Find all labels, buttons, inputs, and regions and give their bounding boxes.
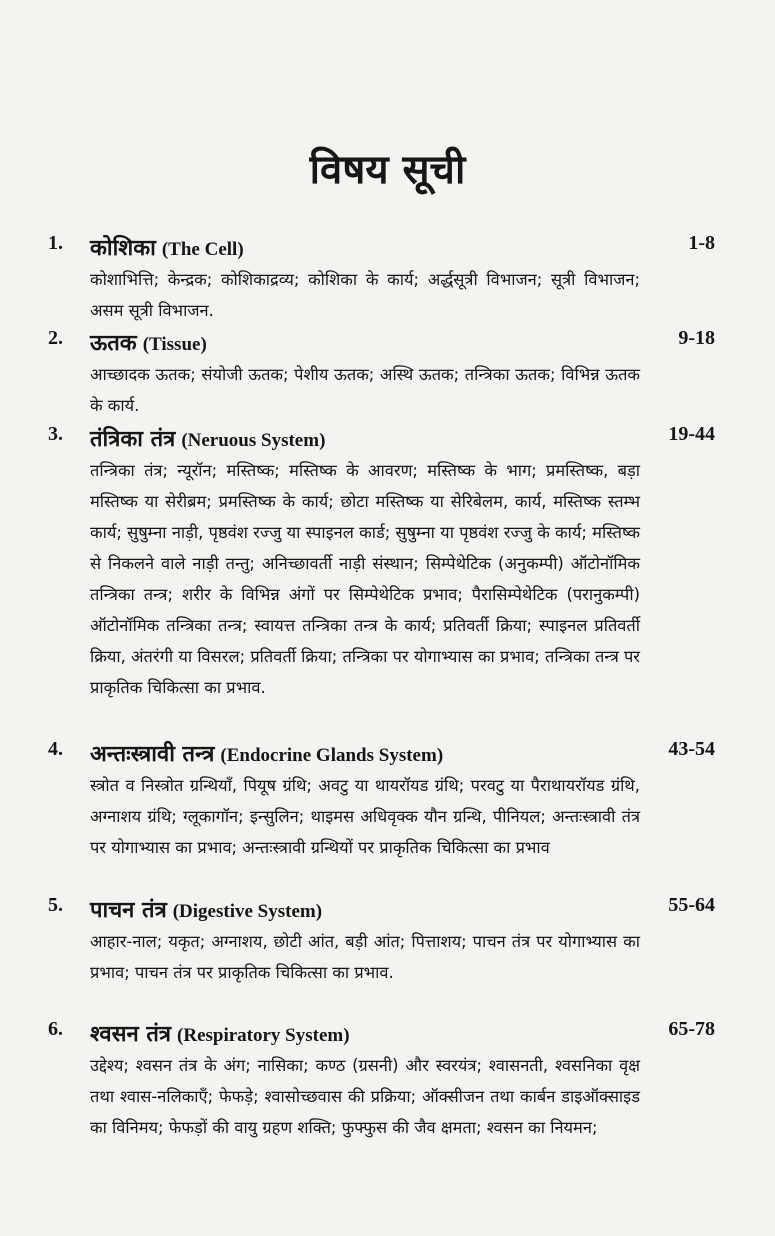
entry-title [90, 423, 325, 453]
entry-title-hindi: तंत्रिका तंत्र [90, 427, 176, 452]
entry-title [90, 894, 322, 924]
entry-heading [0, 327, 775, 357]
entry-description: तन्त्रिका तंत्र; न्यूरॉन; मस्तिष्क; मस्तिष्क के आवरण; मस्तिष्क के भाग; प्रमस्तिष्क, बड़ा मस्तिष्क या सेरीब्रम; प्रमस्तिष्क के कार्य; छोटा मस्तिष्क या सेरिबेलम, कार्य, मस्तिष्क स्तम्भ कार्य; सुषुम्ना नाड़ी, पृष्ठवंश रज्जु या स्पाइनल कार्ड; सुषुम्ना या पृष्ठवंश रज्जु के कार्य; मस्तिष्क से निकलने वाले नाड़ी तन्तु; अनिच्छावर्ती नाड़ी संस्थान; सिम्पेथेटिक (अनुकम्पी) ऑटोनॉमिक तन्त्रिका तन्त्र; शरीर के विभिन्न अंगों पर सिम्पेथेटिक प्रभाव; पैरासिम्पेथेटिक (परानुकम्पी) ऑटोनॉमिक तन्त्रिका तन्त्र; स्वायत्त तन्त्रिका तन्त्र के कार्य; प्रतिवर्ती क्रिया; स्पाइनल प्रतिवर्ती क्रिया, अंतरंगी या विसरल; प्रतिवर्ती क्रिया; तन्त्रिका पर योगाभ्यास का प्रभाव; तन्त्रिका तन्त्र पर प्राकृतिक चिकित्सा का प्रभाव. [90, 461, 640, 697]
page-title: विषय सूची [309, 147, 466, 193]
entry-heading [0, 423, 775, 453]
toc-entry-2[interactable] [0, 327, 775, 421]
entry-title-hindi: कोशिका [90, 236, 156, 261]
toc-entry-1[interactable] [0, 232, 775, 326]
entry-number: 1. [48, 232, 63, 254]
entry-number: 5. [48, 894, 63, 916]
entry-title [90, 232, 244, 262]
entry-title-english: (Tissue) [142, 334, 207, 355]
entry-description: आच्छादक ऊतक; संयोजी ऊतक; पेशीय ऊतक; अस्थि ऊतक; तन्त्रिका ऊतक; विभिन्न ऊतक के कार्य. [90, 365, 640, 415]
entry-pages: 55-64 [668, 894, 715, 916]
toc-entry-3[interactable] [0, 423, 775, 703]
toc-entry-4[interactable] [0, 738, 775, 863]
entry-description: कोशाभित्ति; केन्द्रक; कोशिकाद्रव्य; कोशिका के कार्य; अर्द्धसूत्री विभाजन; सूत्री विभाजन; असम सूत्री विभाजन. [90, 270, 640, 320]
entry-number: 2. [48, 327, 63, 349]
entry-title [90, 327, 207, 357]
entry-number: 4. [48, 738, 63, 760]
entry-description: आहार-नाल; यकृत; अग्नाशय, छोटी आंत, बड़ी आंत; पित्ताशय; पाचन तंत्र पर योगाभ्यास का प्रभाव; पाचन तंत्र पर प्राकृतिक चिकित्सा का प्रभाव. [90, 932, 640, 982]
entry-number: 3. [48, 423, 63, 445]
entry-title-hindi: पाचन तंत्र [90, 898, 167, 923]
entry-title-english: (Neruous System) [181, 430, 326, 451]
entry-heading [0, 738, 775, 768]
entry-title-hindi: श्वसन तंत्र [90, 1022, 172, 1047]
entry-title [90, 1018, 350, 1048]
entry-title-english: (Digestive System) [172, 901, 323, 922]
entry-heading [0, 232, 775, 262]
toc-entry-6[interactable] [0, 1018, 775, 1143]
entry-title-hindi: ऊतक [90, 331, 137, 356]
entry-pages: 1-8 [688, 232, 715, 254]
entry-heading [0, 1018, 775, 1048]
entry-pages: 19-44 [668, 423, 715, 445]
entry-pages: 43-54 [668, 738, 715, 760]
entry-number: 6. [48, 1018, 63, 1040]
entry-pages: 65-78 [668, 1018, 715, 1040]
entry-heading [0, 894, 775, 924]
entry-title-english: (The Cell) [161, 239, 244, 260]
entry-title [90, 738, 443, 768]
entry-description: स्त्रोत व निस्त्रोत ग्रन्थियाँ, पियूष ग्रंथि; अवटु या थायरॉयड ग्रंथि; परवटु या पैराथायरॉयड ग्रंथि, अग्नाशय ग्रंथि; ग्लूकागॉन; इन्सुलिन; थाइमस अधिवृक्क यौन ग्रन्थि, पीनियल; अन्तःस्त्रावी तंत्र पर योगाभ्यास का प्रभाव; अन्तःस्त्रावी ग्रन्थियों पर प्राकृतिक चिकित्सा का प्रभाव [90, 776, 640, 857]
entry-title-english: (Endocrine Glands System) [220, 745, 444, 766]
toc-entry-5[interactable] [0, 894, 775, 988]
entry-title-hindi: अन्तःस्त्रावी तन्त्र [90, 742, 215, 767]
entry-pages: 9-18 [678, 327, 715, 349]
entry-title-english: (Respiratory System) [177, 1025, 350, 1046]
entry-description: उद्देश्य; श्वसन तंत्र के अंग; नासिका; कण्ठ (ग्रसनी) और स्वरयंत्र; श्वासनती, श्वसनिका वृक्ष तथा श्वास-नलिकाएँ; फेफड़े; श्वासोच्छवास की प्रक्रिया; ऑक्सीजन तथा कार्बन डाइऑक्साइड का विनिमय; फेफड़ों की वायु ग्रहण शक्ति; फुफ्फुस की जैव क्षमता; श्वसन का नियमन; [90, 1056, 640, 1137]
